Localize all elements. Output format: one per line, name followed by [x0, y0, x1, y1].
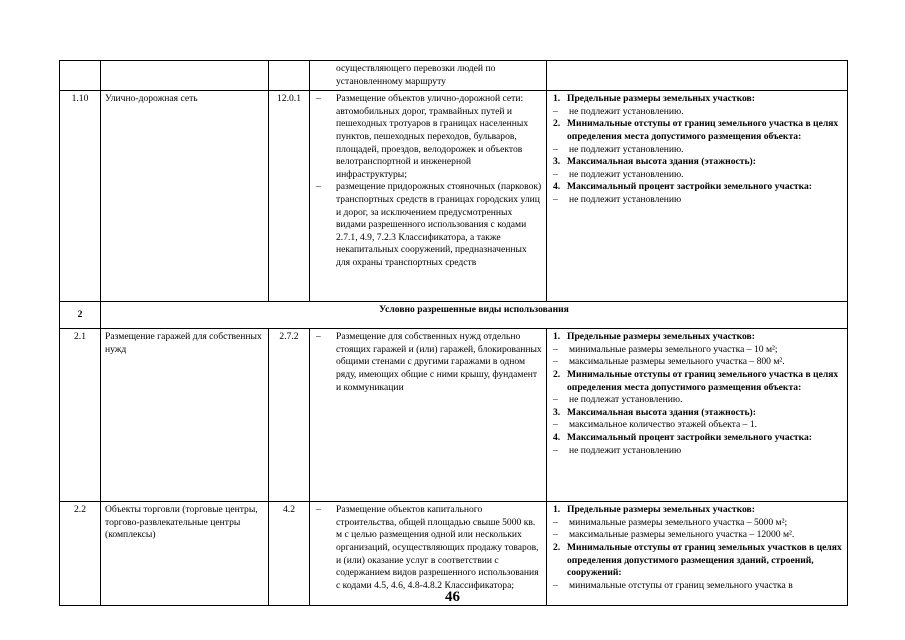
list-item: – Размещение объектов капитального строительства, общей площадью свыше 5000 кв. м с целью размещения одной или нескольких организаций, осуществляющих продажу товаров, и (или) оказание услуг в соответствии с содержанием видов разрешенного использования с кодами 4.5, 4.6, 4.8-4.8.2 Классификатора; [314, 504, 542, 592]
param-value: – не подлежит установлению. [551, 144, 843, 157]
param-value: – не подлежит установлению [551, 194, 843, 207]
param-value: – не подлежат установлению. [551, 394, 843, 407]
param-value: – максимальные размеры земельного участка – 800 м². [551, 356, 843, 369]
row-number: 2.2 [60, 502, 101, 606]
param-value: – не подлежит установлению [551, 445, 843, 458]
desc-cell [310, 91, 547, 302]
row-number: 1.10 [60, 91, 101, 302]
param-title: 2. Минимальные отступы от границ земельного участка в целях определения места допустимого размещения объекта: [553, 368, 839, 393]
use-name: Улично-дорожная сеть [101, 91, 269, 302]
param-value: – не подлежит установлению. [551, 106, 843, 119]
section-header-row [60, 302, 848, 329]
param-title: 2. Минимальные отступы от границ земельных участков в целях определения допустимого размещения зданий, строений, сооружений: [553, 541, 842, 579]
section-number: 2 [60, 302, 101, 329]
param-title: 1. Предельные размеры земельных участков: [553, 93, 755, 105]
params-cell [547, 91, 848, 302]
land-use-table [59, 60, 848, 606]
param-title: 3. Максимальная высота здания (этажность): [553, 156, 756, 168]
use-code: 4.2 [269, 502, 310, 606]
params-cell [547, 329, 848, 502]
param-value: – минимальные размеры земельного участка – 5000 м²; [551, 517, 843, 530]
page-number: 46 [445, 589, 460, 605]
section-title: Условно разрешенные виды использования [101, 302, 848, 329]
list-item: – размещение придорожных стояночных (парковок) транспортных средств в границах городских улиц и дорог, за исключением предусмотренных видами разрешенного использования с кодами 2.7.1, 4.9, 7.2.3 Классификатора, а также некапитальных сооружений, предназначенных для охраны транспортных средств [314, 181, 542, 269]
param-title: 2. Минимальные отступы от границ земельного участка в целях определения места допустимого размещения объекта: [553, 118, 839, 142]
param-value: – максимальные размеры земельного участка – 12000 м². [551, 529, 843, 542]
param-title: 4. Максимальный процент застройки земельного участка: [553, 431, 812, 443]
desc-cell: осуществляющего перевозки людей по установленному маршруту [310, 61, 547, 91]
table-row [60, 329, 848, 502]
param-title: 4. Максимальный процент застройки земельного участка: [553, 181, 812, 193]
param-title: 1. Предельные размеры земельных участков: [553, 504, 755, 516]
param-title: 1. Предельные размеры земельных участков: [553, 331, 755, 343]
list-item: – Размещение для собственных нужд отдельно стоящих гаражей и (или) гаражей, блокированных общими стенами с другими гаражами в одном ряду, имеющих общие с ними крышу, фундамент и коммуникации [314, 331, 542, 394]
desc-cell [310, 329, 547, 502]
table-row [60, 91, 848, 302]
param-value: – максимальное количество этажей объекта – 1. [551, 419, 843, 432]
param-value: – не подлежит установлению. [551, 169, 843, 182]
table-row [60, 61, 848, 91]
use-code: 12.0.1 [269, 91, 310, 302]
param-value: – минимальные отступы от границ земельного участка в [551, 580, 843, 593]
param-value: – минимальные размеры земельного участка – 10 м²; [551, 344, 843, 357]
param-title: 3. Максимальная высота здания (этажность): [553, 406, 756, 418]
use-code: 2.7.2 [269, 329, 310, 502]
use-name: Размещение гаражей для собственных нужд [101, 329, 269, 502]
use-name: Объекты торговли (торговые центры, торгово-развлекательные центры (комплексы) [101, 502, 269, 606]
row-number: 2.1 [60, 329, 101, 502]
list-item: – Размещение объектов улично-дорожной сети: автомобильных дорог, трамвайных путей и пешеходных тротуаров в границах населенных пунктов, пешеходных переходов, бульваров, площадей, проездов, велодорожек и объектов велотранспортной и инженерной инфраструктуры; [314, 93, 542, 181]
